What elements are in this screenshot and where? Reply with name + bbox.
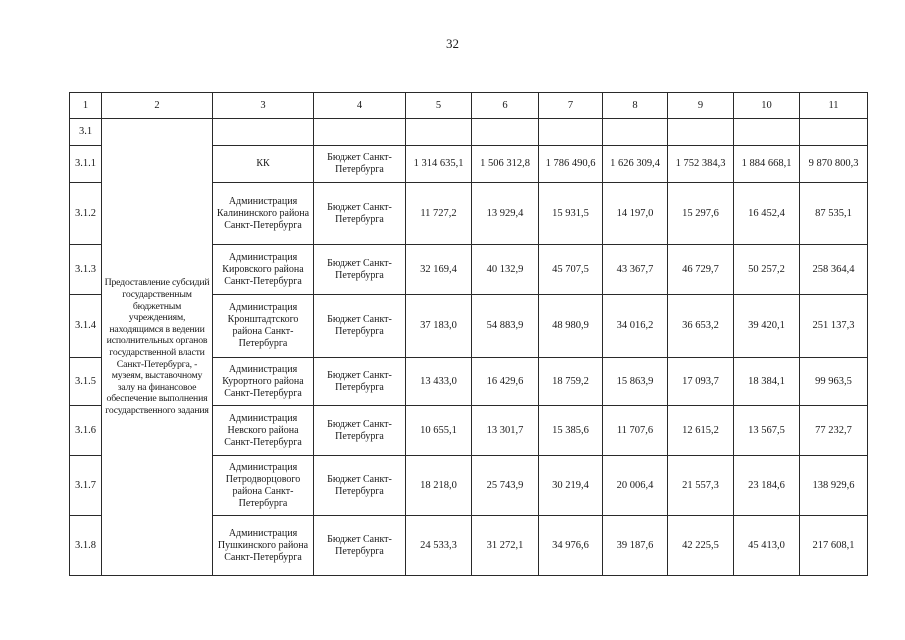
source-cell: Бюджет Санкт-Петербурга <box>314 456 406 516</box>
row-number: 3.1.3 <box>70 245 102 295</box>
value-cell: 1 786 490,6 <box>539 146 603 183</box>
value-cell: 39 187,6 <box>603 516 668 576</box>
column-header: 6 <box>472 93 539 119</box>
table-cell <box>668 119 734 146</box>
column-header: 9 <box>668 93 734 119</box>
value-cell: 46 729,7 <box>668 245 734 295</box>
total-cell: 258 364,4 <box>800 245 868 295</box>
value-cell: 14 197,0 <box>603 183 668 245</box>
column-header: 10 <box>734 93 800 119</box>
value-cell: 18 218,0 <box>406 456 472 516</box>
total-cell: 138 929,6 <box>800 456 868 516</box>
value-cell: 13 929,4 <box>472 183 539 245</box>
value-cell: 13 301,7 <box>472 406 539 456</box>
executor-cell: КК <box>213 146 314 183</box>
value-cell: 24 533,3 <box>406 516 472 576</box>
total-cell: 99 963,5 <box>800 358 868 406</box>
value-cell: 1 314 635,1 <box>406 146 472 183</box>
column-header: 7 <box>539 93 603 119</box>
value-cell: 45 707,5 <box>539 245 603 295</box>
source-cell: Бюджет Санкт-Петербурга <box>314 406 406 456</box>
value-cell: 1 884 668,1 <box>734 146 800 183</box>
value-cell: 32 169,4 <box>406 245 472 295</box>
value-cell: 23 184,6 <box>734 456 800 516</box>
value-cell: 48 980,9 <box>539 295 603 358</box>
source-cell: Бюджет Санкт-Петербурга <box>314 183 406 245</box>
column-header: 4 <box>314 93 406 119</box>
column-header: 5 <box>406 93 472 119</box>
total-cell: 217 608,1 <box>800 516 868 576</box>
value-cell: 15 863,9 <box>603 358 668 406</box>
total-cell: 87 535,1 <box>800 183 868 245</box>
value-cell: 20 006,4 <box>603 456 668 516</box>
value-cell: 17 093,7 <box>668 358 734 406</box>
value-cell: 16 452,4 <box>734 183 800 245</box>
table-cell <box>213 119 314 146</box>
executor-cell: Администрация Калининского района Санкт-Петербурга <box>213 183 314 245</box>
value-cell: 15 385,6 <box>539 406 603 456</box>
section-description: Предоставление субсидий государственным бюджетным учреждениям, находящимся в ведении исполнительных органов государственной власти Санкт-Петербурга, - музеям, выставочному залу на финансовое обеспечение выполнения государственного задания <box>102 119 213 576</box>
value-cell: 36 653,2 <box>668 295 734 358</box>
value-cell: 40 132,9 <box>472 245 539 295</box>
row-number: 3.1.8 <box>70 516 102 576</box>
table-cell <box>603 119 668 146</box>
row-number: 3.1.2 <box>70 183 102 245</box>
total-cell: 251 137,3 <box>800 295 868 358</box>
value-cell: 39 420,1 <box>734 295 800 358</box>
row-number: 3.1.1 <box>70 146 102 183</box>
value-cell: 42 225,5 <box>668 516 734 576</box>
value-cell: 43 367,7 <box>603 245 668 295</box>
value-cell: 54 883,9 <box>472 295 539 358</box>
value-cell: 45 413,0 <box>734 516 800 576</box>
table-cell <box>734 119 800 146</box>
value-cell: 10 655,1 <box>406 406 472 456</box>
section-number: 3.1 <box>70 119 102 146</box>
value-cell: 13 433,0 <box>406 358 472 406</box>
value-cell: 16 429,6 <box>472 358 539 406</box>
value-cell: 11 727,2 <box>406 183 472 245</box>
row-number: 3.1.7 <box>70 456 102 516</box>
column-header: 8 <box>603 93 668 119</box>
value-cell: 31 272,1 <box>472 516 539 576</box>
executor-cell: Администрация Пушкинского района Санкт-Петербурга <box>213 516 314 576</box>
column-header: 2 <box>102 93 213 119</box>
total-cell: 9 870 800,3 <box>800 146 868 183</box>
source-cell: Бюджет Санкт-Петербурга <box>314 295 406 358</box>
column-header-row <box>70 93 868 119</box>
value-cell: 30 219,4 <box>539 456 603 516</box>
source-cell: Бюджет Санкт-Петербурга <box>314 516 406 576</box>
value-cell: 15 297,6 <box>668 183 734 245</box>
table-cell <box>800 119 868 146</box>
column-header: 11 <box>800 93 868 119</box>
row-number: 3.1.6 <box>70 406 102 456</box>
value-cell: 1 506 312,8 <box>472 146 539 183</box>
table-cell <box>314 119 406 146</box>
value-cell: 1 752 384,3 <box>668 146 734 183</box>
source-cell: Бюджет Санкт-Петербурга <box>314 245 406 295</box>
executor-cell: Администрация Петродворцового района Санкт-Петербурга <box>213 456 314 516</box>
value-cell: 21 557,3 <box>668 456 734 516</box>
value-cell: 1 626 309,4 <box>603 146 668 183</box>
column-header: 3 <box>213 93 314 119</box>
value-cell: 25 743,9 <box>472 456 539 516</box>
value-cell: 34 976,6 <box>539 516 603 576</box>
table-cell <box>539 119 603 146</box>
value-cell: 18 384,1 <box>734 358 800 406</box>
table-cell <box>472 119 539 146</box>
value-cell: 13 567,5 <box>734 406 800 456</box>
budget-table <box>69 92 868 576</box>
value-cell: 34 016,2 <box>603 295 668 358</box>
value-cell: 37 183,0 <box>406 295 472 358</box>
executor-cell: Администрация Курортного района Санкт-Петербурга <box>213 358 314 406</box>
table-cell <box>406 119 472 146</box>
total-cell: 77 232,7 <box>800 406 868 456</box>
value-cell: 50 257,2 <box>734 245 800 295</box>
executor-cell: Администрация Кронштадтского района Санкт-Петербурга <box>213 295 314 358</box>
executor-cell: Администрация Невского района Санкт-Петербурга <box>213 406 314 456</box>
executor-cell: Администрация Кировского района Санкт-Петербурга <box>213 245 314 295</box>
source-cell: Бюджет Санкт-Петербурга <box>314 358 406 406</box>
value-cell: 15 931,5 <box>539 183 603 245</box>
source-cell: Бюджет Санкт-Петербурга <box>314 146 406 183</box>
row-number: 3.1.5 <box>70 358 102 406</box>
value-cell: 18 759,2 <box>539 358 603 406</box>
column-header: 1 <box>70 93 102 119</box>
section-row <box>70 119 868 146</box>
value-cell: 12 615,2 <box>668 406 734 456</box>
page-number: 32 <box>446 36 459 51</box>
value-cell: 11 707,6 <box>603 406 668 456</box>
row-number: 3.1.4 <box>70 295 102 358</box>
